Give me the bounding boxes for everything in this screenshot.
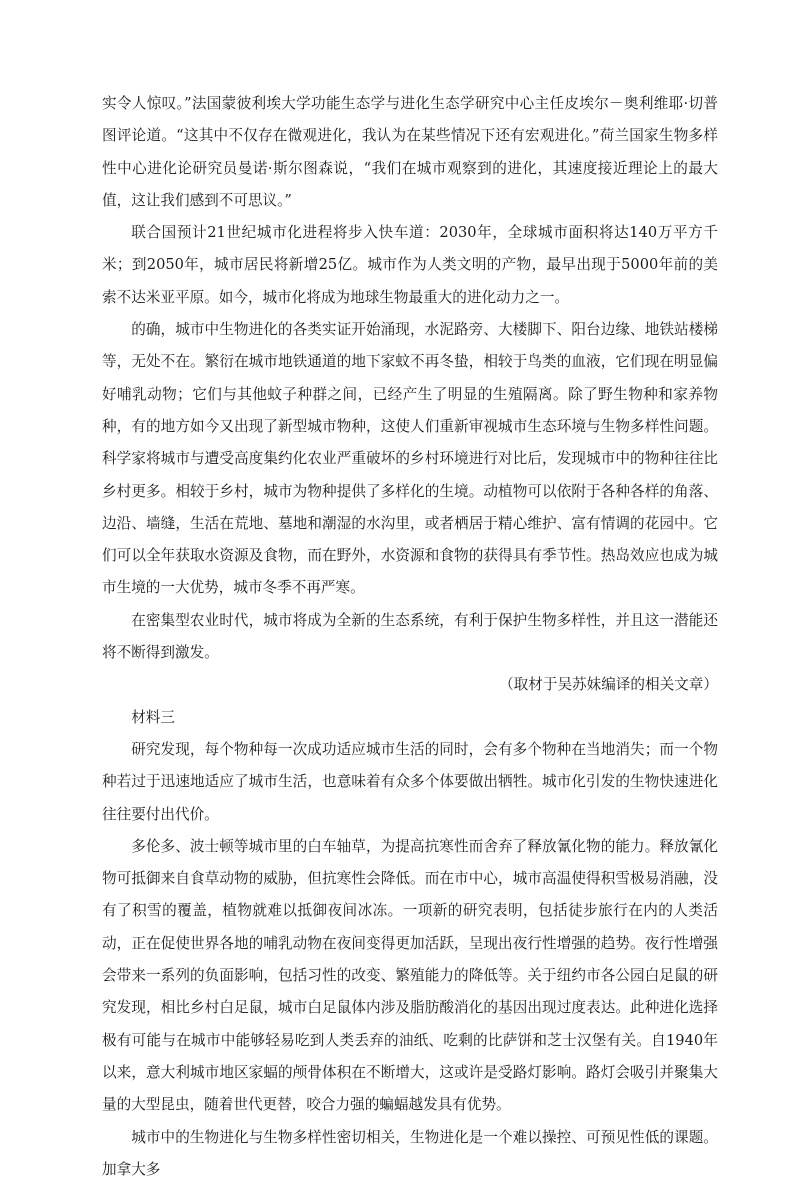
- paragraph-5: 研究发现，每个物种每一次成功适应城市生活的同时，会有多个物种在当地消失；而一个物种若过于迅速地适应了城市生活，也意味着有众多个体要做出牺牲。城市化引发的生物快速进化往往要付出代价。: [102, 734, 718, 831]
- paragraph-4: 在密集型农业时代，城市将成为全新的生态系统，有利于保护生物多样性，并且这一潜能还将不断得到激发。: [102, 605, 718, 670]
- paragraph-6: 多伦多、波士顿等城市里的白车轴草，为提高抗寒性而舍弃了释放氰化物的能力。释放氰化物可抵御来自食草动物的威胁，但抗寒性会降低。而在市中心，城市高温使得积雪极易消融，没有了积雪的覆盖，植物就难以抵御夜间冰冻。一项新的研究表明，包括徒步旅行在内的人类活动，正在促使世界各地的哺乳动物在夜间变得更加活跃，呈现出夜行性增强的趋势。夜行性增强会带来一系列的负面影响，包括习性的改变、繁殖能力的降低等。关于纽约市各公园白足鼠的研究发现，相比乡村白足鼠，城市白足鼠体内涉及脂肪酸消化的基因出现过度表达。此种进化选择极有可能与在城市中能够轻易吃到人类丢弃的油纸、吃剩的比萨饼和芝士汉堡有关。自1940年以来，意大利城市地区家蝠的颅骨体积在不断增大，这或许是受路灯影响。路灯会吸引并聚集大量的大型昆虫，随着世代更替，咬合力强的蝙蝠越发具有优势。: [102, 831, 718, 1122]
- paragraph-7: 城市中的生物进化与生物多样性密切相关，生物进化是一个难以操控、可预见性低的课题。加拿大多: [102, 1122, 718, 1186]
- source-citation: （取材于吴苏妹编译的相关文章）: [102, 669, 718, 701]
- document-body: [102, 88, 718, 1186]
- paragraph-1: 实令人惊叹。”法国蒙彼利埃大学功能生态学与进化生态学研究中心主任皮埃尔－奥利维耶·切普图评论道。“这其中不仅存在微观进化，我认为在某些情况下还有宏观进化。”荷兰国家生物多样性中心进化论研究员曼诺·斯尔图森说，“我们在城市观察到的进化，其速度接近理论上的最大值，这让我们感到不可思议。”: [102, 88, 718, 217]
- paragraph-3: 的确，城市中生物进化的各类实证开始涌现，水泥路旁、大楼脚下、阳台边缘、地铁站楼梯等，无处不在。繁衍在城市地铁通道的地下家蚊不再冬蛰，相较于鸟类的血液，它们现在明显偏好哺乳动物；它们与其他蚊子种群之间，已经产生了明显的生殖隔离。除了野生物种和家养物种，有的地方如今又出现了新型城市物种，这使人们重新审视城市生态环境与生物多样性问题。科学家将城市与遭受高度集约化农业严重破坏的乡村环境进行对比后，发现城市中的物种往往比乡村更多。相较于乡村，城市为物种提供了多样化的生境。动植物可以依附于各种各样的角落、边沿、墙缝，生活在荒地、墓地和潮湿的水沟里，或者栖居于精心维护、富有情调的花园中。它们可以全年获取水资源及食物，而在野外，水资源和食物的获得具有季节性。热岛效应也成为城市生境的一大优势，城市冬季不再严寒。: [102, 314, 718, 605]
- section-heading-material-3: 材料三: [102, 702, 718, 734]
- paragraph-2: 联合国预计21世纪城市化进程将步入快车道：2030年，全球城市面积将达140万平方千米；到2050年，城市居民将新增25亿。城市作为人类文明的产物，最早出现于5000年前的美索不达米亚平原。如今，城市化将成为地球生物最重大的进化动力之一。: [102, 217, 718, 314]
